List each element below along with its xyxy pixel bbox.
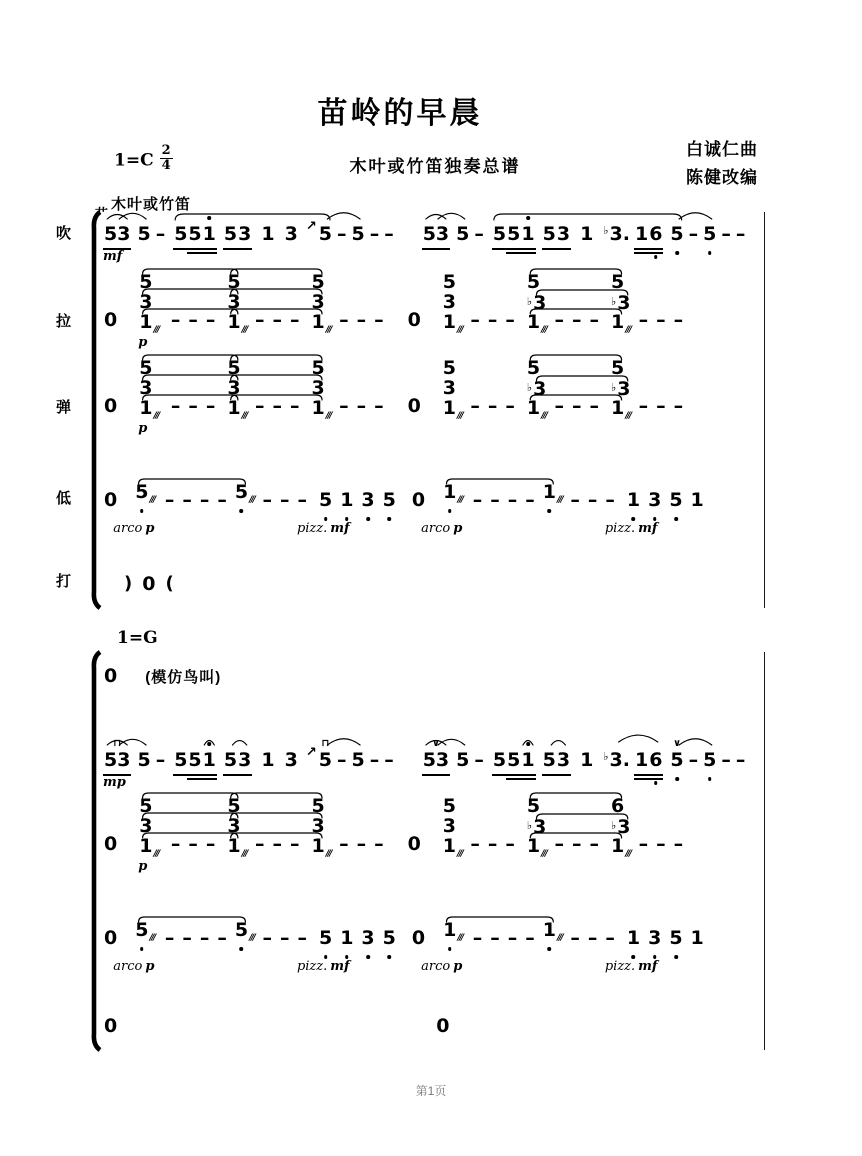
system2-wind-row (104, 664, 760, 688)
dash-token: – (289, 395, 300, 417)
note-token: 1 (627, 926, 640, 950)
note-token: 1 (261, 749, 275, 771)
technique-marking: arco p (421, 521, 463, 536)
note-token: 3 (648, 926, 661, 950)
note-token: 1 (635, 222, 648, 246)
dash-token: – (507, 927, 518, 949)
dash-token: – (339, 309, 349, 331)
dash-token: – (589, 833, 600, 855)
rest-token: 0 (407, 395, 421, 417)
chord-token: 5 3 $1_{///}$ (139, 357, 159, 421)
note-token: 5 (137, 223, 151, 245)
dash-token: – (205, 309, 216, 331)
dash-token: – (289, 309, 300, 331)
dash-token: – (572, 309, 582, 331)
dash-token: – (289, 833, 300, 855)
note-token: 1 (627, 488, 640, 512)
dash-token: – (217, 489, 227, 511)
dash-token: – (673, 309, 684, 331)
dash-token: – (470, 309, 480, 331)
system1-wind-melody-row (103, 216, 760, 264)
note-token: 6 (649, 748, 662, 772)
dash-token: – (525, 489, 535, 511)
technique-marking: pizz. mf (296, 521, 350, 536)
dash-token: – (554, 395, 565, 417)
dash-token: – (374, 833, 384, 855)
chord-token: 5 3 $1_{///}$ (311, 795, 332, 859)
system1-brace (88, 210, 104, 610)
chord-token: 5 3 $1_{///}$ (227, 271, 247, 335)
rest-token: 0 (407, 309, 421, 331)
dash-token: – (470, 833, 480, 855)
rest-token: 0 (104, 1015, 118, 1037)
note-token: 3 (557, 222, 570, 246)
note-token: 3 (557, 748, 570, 772)
note-token: 5 ⊓ (319, 748, 332, 772)
dynamic-marking: p (138, 859, 148, 874)
chord-token: 5 3 $1_{///}$ (227, 357, 247, 421)
dash-token: – (205, 833, 216, 855)
note-token: 1 (203, 222, 216, 246)
dash-token: – (170, 309, 181, 331)
dash-token: – (199, 927, 210, 949)
dash-token: – (272, 395, 282, 417)
key-text: 1=C (114, 150, 154, 171)
paren-token: ) (124, 573, 133, 594)
note-token: 3 (238, 222, 251, 246)
dash-token: – (490, 927, 500, 949)
note-token: 5 (493, 748, 506, 772)
note-token: 5 (456, 223, 470, 245)
group-label-plucked: 弹 (56, 399, 72, 416)
note-token: 5 ∨ (670, 748, 683, 772)
dash-token: – (369, 749, 380, 771)
dash-token: – (487, 833, 498, 855)
dash-token: – (272, 309, 282, 331)
note-token: 5 (669, 926, 682, 950)
note-token: 5 (669, 488, 682, 512)
note-token: 1 $_{///}$ (543, 918, 563, 950)
note-token: 5 (318, 223, 332, 245)
note-token: 1 (690, 489, 704, 511)
system2-bass-row (104, 919, 760, 974)
dash-token: – (384, 223, 394, 245)
dash-token: – (490, 489, 500, 511)
dash-token: – (339, 395, 349, 417)
up-bow-icon: ∨ (431, 738, 440, 749)
dash-token: – (505, 833, 515, 855)
rest-token: 0 (104, 309, 118, 331)
note-token: 5 (351, 223, 365, 245)
note-token: 5 (224, 748, 237, 772)
page-footer: 第1页 (415, 1084, 447, 1098)
chord-token: 5 ♭3 $1_{///}$ (526, 357, 547, 421)
dash-token: – (470, 395, 480, 417)
dash-token: – (336, 223, 347, 245)
dash-token: – (656, 833, 666, 855)
grace-slide-icon: ↗ (305, 745, 317, 760)
dash-token: – (507, 489, 518, 511)
note-token: 5 (174, 748, 187, 772)
dash-token: – (656, 395, 666, 417)
dash-token: – (164, 927, 175, 949)
dynamic-marking: p (138, 421, 148, 436)
dash-token: – (297, 489, 307, 511)
down-bow-icon: ⊓ (113, 738, 122, 749)
note-token: 5 (319, 488, 332, 512)
system2-end-barline (764, 652, 765, 1050)
dash-token: – (570, 489, 580, 511)
note-token: 1 (340, 926, 353, 950)
note-token: 1 $_{///}$ (543, 480, 563, 512)
note-token: 1 (580, 749, 594, 771)
rest-token: 0 (104, 395, 118, 417)
dash-token: – (339, 833, 349, 855)
note-token: ♭3. (603, 749, 630, 771)
dash-token: – (262, 927, 272, 949)
arranger-credit: 陈健改编 (686, 168, 758, 187)
dash-token: – (254, 833, 265, 855)
system2-chords-row (104, 795, 760, 874)
chord-token: 5 ♭3 $1_{///}$ (526, 795, 547, 859)
technique-marking: pizz. mf (604, 959, 658, 974)
note-token: 3 (284, 223, 298, 245)
dash-token: – (735, 749, 746, 771)
dash-token: – (170, 395, 181, 417)
dash-token: – (272, 833, 282, 855)
note-token: ♭3. (603, 223, 630, 245)
technique-marking: arco p (421, 959, 463, 974)
note-token: 1 $_{///}$ (443, 480, 463, 512)
ornament-mark: 艹 (95, 206, 109, 221)
system1-end-barline (764, 212, 765, 608)
note-token: 5 (507, 748, 520, 772)
group-label-percussion: 打 (56, 573, 72, 590)
note-token: 5 (543, 222, 556, 246)
dash-token: – (262, 489, 272, 511)
dash-token: – (254, 395, 265, 417)
dash-token: – (605, 927, 615, 949)
group-label-bowed: 拉 (56, 313, 72, 330)
chord-token: 6 ♭3 $1_{///}$ (611, 795, 631, 859)
note-token: 1 (580, 223, 594, 245)
rest-token: 0 (407, 833, 421, 855)
dash-token: – (164, 489, 175, 511)
dash-token: – (474, 749, 484, 771)
chord-token: 5 3 $1_{///}$ (442, 795, 463, 859)
dash-token: – (487, 309, 498, 331)
rest-token: 0 (104, 833, 118, 855)
system1-plucked-strings-row (104, 357, 760, 436)
time-signature-denominator: 4 (161, 157, 171, 173)
dynamic-marking: mp (103, 775, 126, 790)
up-bow-icon: ∨ (672, 738, 682, 749)
rest-token: 0 (411, 489, 426, 511)
dash-token: – (356, 833, 367, 855)
note-token: 1 (690, 927, 704, 949)
note-token: 5 $_{///}$ (135, 480, 155, 512)
dash-token: – (369, 223, 380, 245)
note-token: 1 (635, 748, 648, 772)
chord-token: 5 ♭3 $1_{///}$ (611, 357, 631, 421)
note-token: 5 (188, 222, 201, 246)
key-signature-2: 1=G (117, 628, 158, 648)
dash-token: – (374, 395, 384, 417)
dash-token: – (735, 223, 746, 245)
note-token: 5 (493, 222, 506, 246)
note-token: 3 (361, 488, 374, 512)
dash-token: – (336, 749, 347, 771)
note-token: 5 (456, 749, 470, 771)
dash-token: – (721, 749, 731, 771)
dash-token: – (356, 395, 367, 417)
rest-token: 0 (411, 927, 426, 949)
composer-credit: 白诚仁曲 (686, 140, 758, 159)
note-token: 5 (383, 926, 396, 950)
technique-marking: pizz. mf (604, 521, 658, 536)
note-token: 1 (521, 222, 534, 246)
dash-token: – (688, 223, 699, 245)
system2-percussion-row (104, 1014, 760, 1038)
system1-bowed-strings-row (104, 271, 760, 350)
system1-percussion-row (104, 572, 760, 596)
dash-token: – (474, 223, 484, 245)
dash-token: – (554, 309, 565, 331)
dash-token: – (170, 833, 181, 855)
dash-token: – (182, 927, 192, 949)
dash-token: – (525, 927, 535, 949)
annotation-text: (模仿鸟叫) (145, 669, 222, 686)
dash-token: – (374, 309, 384, 331)
dash-token: – (188, 395, 198, 417)
note-token: 5 (137, 749, 151, 771)
note-token: 1 (521, 748, 534, 772)
dash-token: – (505, 395, 515, 417)
paren-token: ( (165, 573, 174, 594)
dash-token: – (587, 927, 598, 949)
note-token: 3 (648, 488, 661, 512)
dash-token: – (279, 489, 290, 511)
note-token: 3 (238, 748, 251, 772)
note-token: 5 $_{///}$ (135, 918, 155, 950)
dash-token: – (384, 749, 394, 771)
dash-token: – (205, 395, 216, 417)
dash-token: – (217, 927, 227, 949)
dash-token: – (155, 749, 166, 771)
note-token: 5 (319, 926, 332, 950)
rest-token: 0 (104, 927, 118, 949)
note-token: 5 (670, 222, 683, 246)
dash-token: – (356, 309, 367, 331)
note-token: 3 (284, 749, 298, 771)
slur-tie-overlay (104, 572, 760, 596)
chord-token: 5 3 $1_{///}$ (311, 357, 332, 421)
technique-marking: arco p (113, 521, 155, 536)
dash-token: – (587, 489, 598, 511)
system2-melody-row (103, 738, 760, 790)
dash-token: – (688, 749, 699, 771)
note-token: 5 (507, 222, 520, 246)
chord-token: 5 3 $1_{///}$ (442, 271, 463, 335)
dash-token: – (199, 489, 210, 511)
dash-token: – (472, 927, 483, 949)
dash-token: – (182, 489, 192, 511)
note-token: 5 (351, 749, 365, 771)
dash-token: – (487, 395, 498, 417)
chord-token: 5 3 $1_{///}$ (139, 795, 159, 859)
note-token: 5 (188, 748, 201, 772)
note-token: 6 (649, 222, 662, 246)
system2-brace (88, 650, 104, 1052)
group-label-bass: 低 (56, 490, 72, 507)
dash-token: – (297, 927, 307, 949)
dash-token: – (279, 927, 290, 949)
note-token: 53 (104, 222, 130, 246)
page-title: 苗岭的早晨 (317, 97, 483, 130)
dash-token: – (673, 833, 684, 855)
note-token: 1 (203, 748, 216, 772)
chord-token: 5 ♭3 $1_{///}$ (611, 271, 631, 335)
note-token: 53 ∨ (423, 748, 449, 772)
chord-token: 5 3 $1_{///}$ (311, 271, 332, 335)
note-token: 5 (224, 222, 237, 246)
down-bow-icon: ⊓ (321, 738, 330, 749)
slur-tie-overlay (104, 1014, 760, 1038)
rest-token: 0 (436, 1015, 450, 1037)
rest-token: 0 (104, 665, 118, 687)
note-token: 5 (174, 222, 187, 246)
note-token: 5 (543, 748, 556, 772)
dash-token: – (572, 395, 582, 417)
dash-token: – (589, 309, 600, 331)
technique-marking: pizz. mf (296, 959, 350, 974)
rest-token: 0 (142, 573, 156, 595)
note-token: 1 (340, 488, 353, 512)
grace-slide-icon: ↗ (305, 219, 317, 234)
chord-token: 5 ♭3 $1_{///}$ (526, 271, 547, 335)
technique-marking: arco p (113, 959, 155, 974)
dash-token: – (638, 395, 649, 417)
chord-token: 5 3 $1_{///}$ (227, 795, 247, 859)
dash-token: – (472, 489, 483, 511)
dash-token: – (638, 309, 649, 331)
dash-token: – (673, 395, 684, 417)
dash-token: – (656, 309, 666, 331)
dash-token: – (572, 833, 582, 855)
note-token: 5 $_{///}$ (235, 918, 255, 950)
dash-token: – (554, 833, 565, 855)
dash-token: – (505, 309, 515, 331)
dynamic-marking: mf (103, 249, 123, 264)
note-token: 53 ⊓ (104, 748, 130, 772)
note-token: 5 (703, 222, 716, 246)
time-signature-numerator: 2 (161, 143, 171, 158)
dash-token: – (188, 833, 198, 855)
dash-token: – (188, 309, 198, 331)
dash-token: – (570, 927, 580, 949)
dash-token: – (155, 223, 166, 245)
note-token: 3 (361, 926, 374, 950)
dynamic-marking: p (138, 335, 148, 350)
note-token: 5 (703, 748, 716, 772)
note-token: 5 (383, 488, 396, 512)
dash-token: – (254, 309, 265, 331)
dash-token: – (605, 489, 615, 511)
chord-token: 5 3 $1_{///}$ (139, 271, 159, 335)
system1-bass-row (104, 481, 760, 536)
dash-token: – (589, 395, 600, 417)
note-token: 1 $_{///}$ (443, 918, 463, 950)
subtitle: 木叶或竹笛独奏总谱 (349, 157, 521, 176)
dash-token: – (638, 833, 649, 855)
dash-token: – (721, 223, 731, 245)
credits-block (686, 136, 758, 192)
note-token: 1 (261, 223, 275, 245)
instrument-label: 木叶或竹笛 (111, 196, 192, 213)
note-token: 53 (423, 222, 449, 246)
chord-token: 5 3 $1_{///}$ (442, 357, 463, 421)
rest-token: 0 (104, 489, 118, 511)
group-label-wind: 吹 (56, 225, 72, 242)
note-token: 5 $_{///}$ (235, 480, 255, 512)
